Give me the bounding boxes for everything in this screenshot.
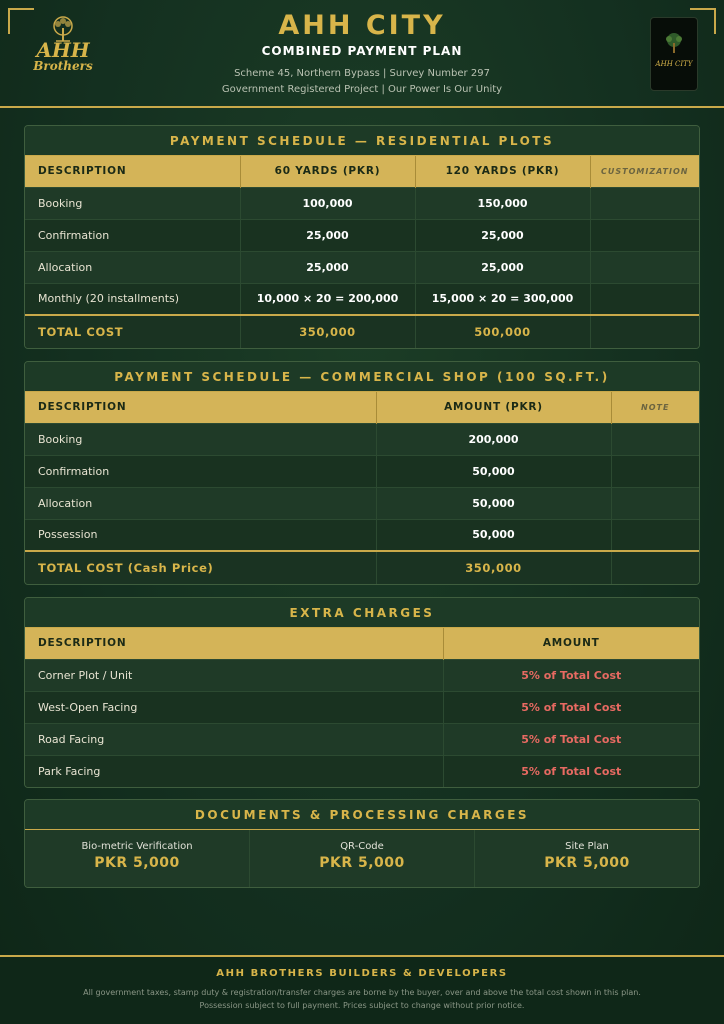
page-footer (0, 955, 724, 1024)
residential-table (25, 156, 699, 348)
row-description: Confirmation (25, 219, 240, 251)
table-row (25, 219, 699, 251)
disclaimer-line1: All government taxes, stamp duty & registration/transfer charges are borne by the buyer, over and above the total cost shown in this plan. (83, 988, 641, 997)
table-row (25, 283, 699, 315)
table-row (25, 455, 699, 487)
row-customization (590, 283, 699, 315)
row-customization (590, 251, 699, 283)
documents-charges (24, 799, 700, 888)
total-row (25, 315, 699, 348)
commercial-schedule-title: PAYMENT SCHEDULE — COMMERCIAL SHOP (100 SQ.FT.) (25, 362, 699, 392)
total-label: TOTAL COST (Cash Price) (25, 551, 376, 584)
table-row (25, 691, 699, 723)
table-row (25, 423, 699, 455)
row-note (611, 423, 699, 455)
col-header-120-yards: 120 YARDS (PKR) (415, 156, 590, 187)
document-label: QR-Code (340, 841, 384, 852)
col-header-description: DESCRIPTION (25, 392, 376, 423)
row-60-yards-value: 25,000 (240, 219, 415, 251)
tree-emblem-icon (662, 32, 686, 54)
page-header (0, 0, 724, 108)
extra-charges-title: EXTRA CHARGES (25, 598, 699, 628)
col-header-description: DESCRIPTION (25, 156, 240, 187)
document-fee: PKR 5,000 (319, 855, 405, 871)
title-block (0, 0, 724, 98)
documents-list (25, 830, 699, 887)
row-amount: 50,000 (376, 487, 611, 519)
row-120-yards-value: 15,000 × 20 = 300,000 (415, 283, 590, 315)
total-120-yards: 500,000 (415, 315, 590, 348)
row-description: Allocation (25, 487, 376, 519)
document-label: Bio-metric Verification (81, 841, 193, 852)
page-subtitle: COMBINED PAYMENT PLAN (261, 44, 463, 58)
total-note (611, 551, 699, 584)
residential-schedule-title: PAYMENT SCHEDULE — RESIDENTIAL PLOTS (25, 126, 699, 156)
row-description: West-Open Facing (25, 691, 443, 723)
table-row (25, 519, 699, 551)
row-note (611, 487, 699, 519)
row-description: Corner Plot / Unit (25, 659, 443, 691)
company-name: AHH BROTHERS BUILDERS & DEVELOPERS (216, 968, 508, 979)
document-item (250, 830, 475, 887)
row-120-yards-value: 25,000 (415, 219, 590, 251)
col-header-note: NOTE (611, 392, 699, 423)
row-description: Booking (25, 187, 240, 219)
brand-name-line1: AHH (36, 38, 90, 62)
disclaimer (0, 986, 724, 1012)
project-logo-text: AHH CITY (655, 60, 693, 68)
row-120-yards-value: 25,000 (415, 251, 590, 283)
table-row (25, 723, 699, 755)
table-row (25, 251, 699, 283)
col-header-60-yards: 60 YARDS (PKR) (240, 156, 415, 187)
page-title: AHH CITY (278, 10, 446, 41)
row-note (611, 519, 699, 551)
commercial-table (25, 392, 699, 584)
row-60-yards-value: 10,000 × 20 = 200,000 (240, 283, 415, 315)
total-amount: 350,000 (376, 551, 611, 584)
document-label: Site Plan (565, 841, 609, 852)
extra-charges-table (25, 628, 699, 787)
disclaimer-line2: Possession subject to full payment. Prices subject to change without prior notice. (199, 1001, 525, 1010)
row-note (611, 455, 699, 487)
brand-name-line2: Brothers (33, 59, 93, 73)
brand-logo (28, 16, 98, 92)
col-header-customization: CUSTOMIZATION (590, 156, 699, 187)
document-fee: PKR 5,000 (544, 855, 630, 871)
row-description: Possession (25, 519, 376, 551)
project-info (0, 66, 724, 98)
row-amount: 5% of Total Cost (443, 723, 699, 755)
col-header-amount: AMOUNT (443, 628, 699, 659)
row-description: Confirmation (25, 455, 376, 487)
row-amount: 5% of Total Cost (443, 755, 699, 787)
col-header-amount: AMOUNT (PKR) (376, 392, 611, 423)
row-60-yards-value: 25,000 (240, 251, 415, 283)
row-amount: 50,000 (376, 519, 611, 551)
residential-schedule (24, 125, 700, 349)
row-amount: 50,000 (376, 455, 611, 487)
documents-charges-title: DOCUMENTS & PROCESSING CHARGES (25, 800, 699, 830)
table-row (25, 487, 699, 519)
row-description: Booking (25, 423, 376, 455)
row-customization (590, 219, 699, 251)
row-description: Monthly (20 installments) (25, 283, 240, 315)
total-label: TOTAL COST (25, 315, 240, 348)
table-row (25, 755, 699, 787)
document-item (475, 830, 699, 887)
row-description: Allocation (25, 251, 240, 283)
total-row (25, 551, 699, 584)
row-description: Park Facing (25, 755, 443, 787)
row-60-yards-value: 100,000 (240, 187, 415, 219)
row-amount: 5% of Total Cost (443, 659, 699, 691)
total-customization (590, 315, 699, 348)
table-row (25, 659, 699, 691)
commercial-schedule (24, 361, 700, 585)
document-fee: PKR 5,000 (94, 855, 180, 871)
row-amount: 5% of Total Cost (443, 691, 699, 723)
row-120-yards-value: 150,000 (415, 187, 590, 219)
project-logo (650, 17, 698, 91)
document-item (25, 830, 250, 887)
row-description: Road Facing (25, 723, 443, 755)
table-row (25, 187, 699, 219)
col-header-description: DESCRIPTION (25, 628, 443, 659)
row-customization (590, 187, 699, 219)
row-amount: 200,000 (376, 423, 611, 455)
project-info-line2: Government Registered Project | Our Power Is Our Unity (221, 84, 503, 95)
project-info-line1: Scheme 45, Northern Bypass | Survey Number 297 (234, 68, 490, 79)
total-60-yards: 350,000 (240, 315, 415, 348)
extra-charges (24, 597, 700, 788)
